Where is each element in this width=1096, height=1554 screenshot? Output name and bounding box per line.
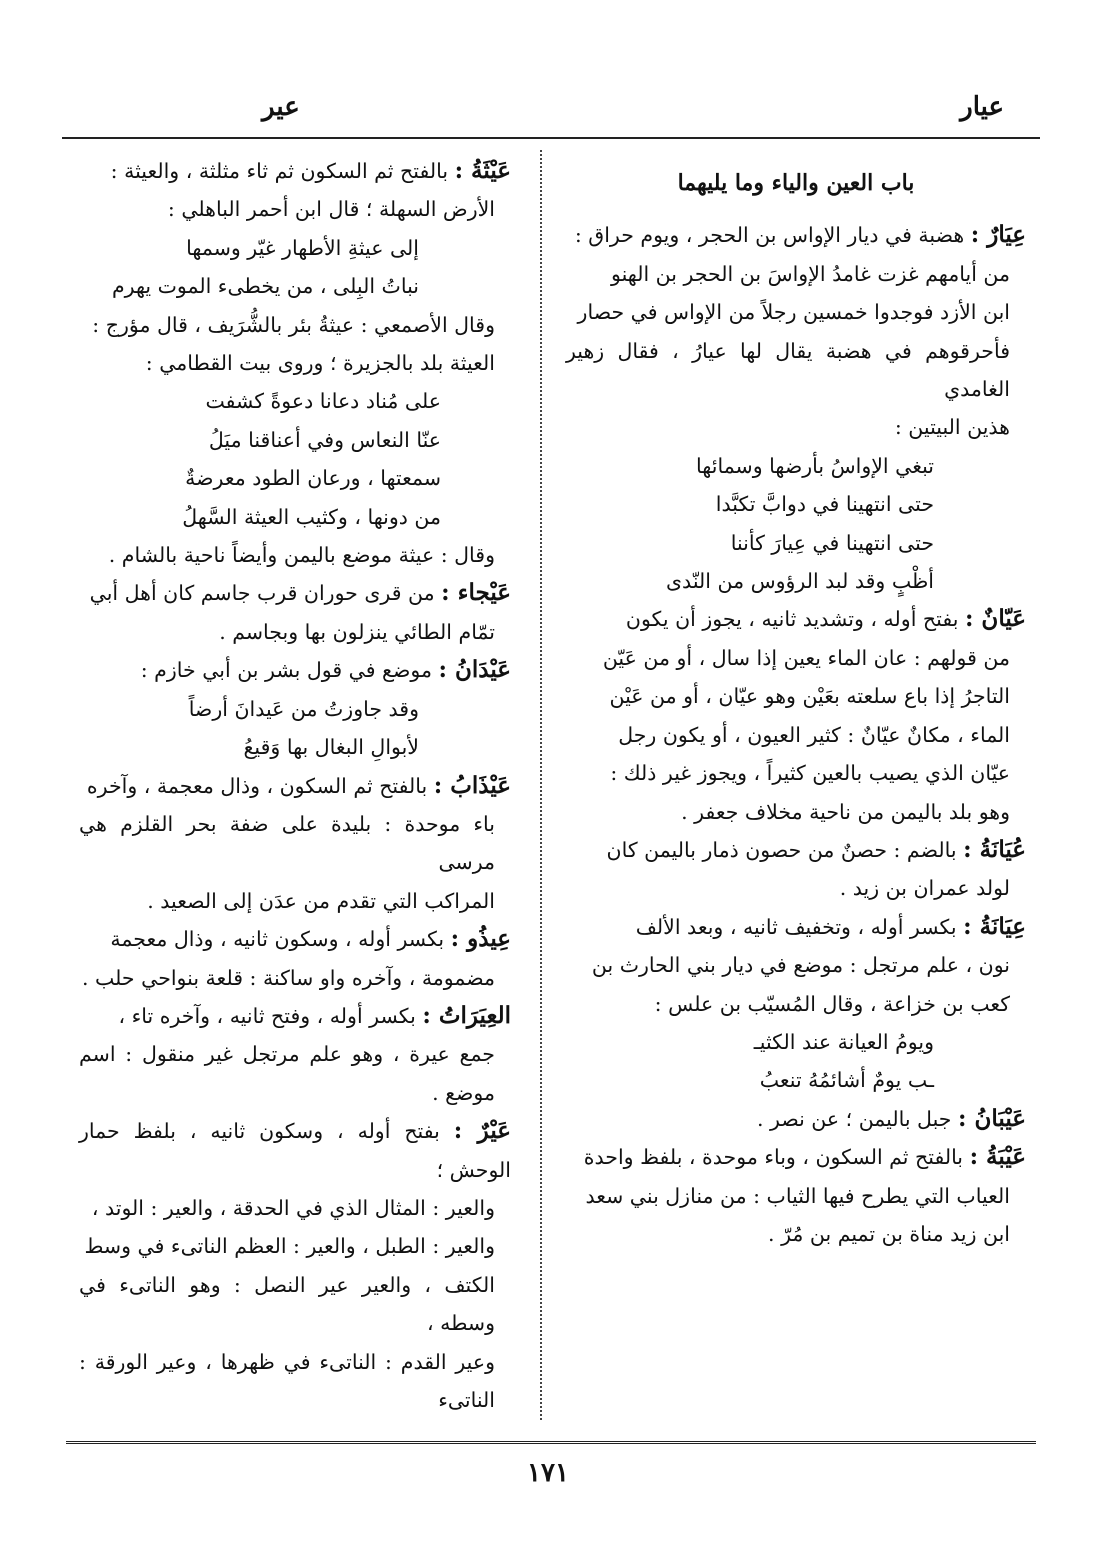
entry-headword: عِيَارٌ :: [970, 221, 1026, 249]
entry-text-line: بكسر أوله ، وتخفيف ثانيه ، وبعد الألف: [635, 914, 957, 939]
entry-first-line: [566, 216, 1026, 254]
entry-text-line: وقال : عيثة موضع باليمن وأيضاً ناحية بالشام .: [108, 543, 495, 568]
entry-headword: العِيَرَاتُ :: [422, 1001, 511, 1029]
entry-headword: عِيَانَةُ :: [963, 912, 1026, 940]
entry-text-line: نون ، علم مرتجل : موضع في ديار بني الحارث بن: [591, 953, 1010, 978]
entry-text-line: جبل باليمن ؛ عن نصر .: [756, 1106, 952, 1131]
poem-verse: تبغي الإواسُ بأرضها وسمائها: [696, 453, 934, 478]
entry-first-line: [79, 997, 511, 1035]
entry-text-line: بفتح أوله ، وسكون ثانيه ، بلفظ حمار الوحش ؛: [79, 1119, 511, 1182]
running-header-left: عير: [262, 92, 300, 122]
poem-verse: إلى عيثةِ الأطهار غيّر وسمها: [186, 235, 419, 260]
entry-first-line: [79, 651, 511, 689]
dictionary-entry: [566, 831, 1026, 908]
poem-verse: نباتُ البِلى ، من يخطىء الموت يهرم: [111, 274, 419, 299]
dictionary-entry: [566, 216, 1026, 600]
entry-headword: عُيَانَةُ :: [963, 835, 1026, 863]
running-header-right: عيار: [960, 92, 1004, 122]
poem-verse: حتى انتهينا في دوابَّ تكبَّدا: [715, 492, 934, 517]
dictionary-entry: [79, 1112, 511, 1419]
poem-verse: ويومُ العيانة عند الكثيـ: [753, 1029, 934, 1054]
entry-headword: عَيْذَابُ :: [433, 771, 511, 799]
entry-headword: عَيْثَةُ :: [454, 157, 511, 184]
entry-headword: عِيذُو :: [450, 925, 511, 953]
dictionary-entry: [79, 574, 511, 651]
poem-verse: من دونها ، وكثيب العيثة السَّهلُ: [182, 504, 441, 529]
poem-verse: أظْبٍ وقد لبد الرؤوس من النّدى: [666, 569, 934, 594]
entry-text-line: عيّان الذي يصيب بالعين كثيراً ، ويجوز غير ذلك :: [610, 761, 1010, 786]
header-rule: [62, 137, 1040, 139]
entry-first-line: [79, 1112, 511, 1189]
entry-headword: عَيْدَانُ :: [438, 656, 511, 684]
entry-text-line: من قولهم : عان الماء يعين إذا سال ، أو من عَيّن: [602, 645, 1010, 670]
entry-text-line: باء موحدة : بليدة على ضفة بحر القلزم هي مرسى: [79, 811, 495, 875]
dictionary-entry: [79, 767, 511, 921]
entry-text-line: بالفتح ثم السكون ، وباء موحدة ، بلفظ واحدة: [583, 1145, 964, 1170]
entry-first-line: [566, 1100, 1026, 1138]
page-number: ١٧١: [527, 1458, 569, 1488]
poem-verse: لأبوالِ البغال بها وَقيعُ: [243, 735, 419, 760]
entry-first-line: [566, 600, 1026, 638]
entry-text-line: بكسر أوله ، وفتح ثانيه ، وآخره تاء ،: [118, 1003, 416, 1028]
entry-first-line: [566, 1138, 1026, 1176]
left-column: [79, 152, 511, 1419]
entry-text-line: الكتف ، والعير عير النصل : وهو الناتىء في وسطه ،: [79, 1272, 495, 1336]
poem-verse: حتى انتهينا في عِيارَ كأننا: [730, 530, 934, 555]
entry-text-line: من أيامهم غزت غامدُ الإواسَ بن الحجر بن الهنو: [611, 261, 1010, 286]
entry-text-line: بالضم : حصنٌ من حصون ذمار باليمن كان: [606, 837, 957, 862]
entry-first-line: [79, 920, 511, 958]
footer-rule: [66, 1441, 1036, 1444]
entry-text-line: فأحرقوهم في هضبة يقال لها عيارُ ، فقال زهير الغامدي: [566, 338, 1010, 402]
entry-text-line: بكسر أوله ، وسكون ثانيه ، وذال معجمة: [110, 927, 445, 952]
entry-text-line: العياب التي يطرح فيها الثياب : من منازل بني سعد: [585, 1183, 1010, 1208]
entry-text-line: لولد عمران بن زيد .: [839, 876, 1010, 901]
dictionary-entry: [566, 600, 1026, 830]
entry-text-line: والعير : المثال الذي في الحدقة ، والعير : الوتد ،: [91, 1195, 495, 1220]
entry-text-line: تمّام الطائي ينزلون بها وبجاسم .: [219, 619, 495, 644]
poem-verse: عنّا النعاس وفي أعناقنا ميَلُ: [208, 427, 441, 452]
entry-first-line: [79, 152, 511, 190]
entry-text-line: وهو بلد باليمن من ناحية مخلاف جعفر .: [681, 799, 1010, 824]
entry-text-line: وعير القدم : الناتىء في ظهرها ، وعير الورقة : الناتىء: [79, 1349, 495, 1412]
dictionary-entry: [566, 1100, 1026, 1138]
dictionary-entry: [79, 997, 511, 1112]
entry-text-line: هضبة في ديار الإواس بن الحجر ، ويوم حراق :: [574, 223, 965, 248]
dictionary-entry: [79, 651, 511, 766]
entry-headword: عَيْبَةُ :: [969, 1143, 1026, 1171]
entry-headword: عَيْرٌ :: [453, 1117, 511, 1145]
entry-headword: عَيّانٌ :: [964, 605, 1026, 633]
dictionary-entry: [79, 152, 511, 574]
entry-text-line: ابن زيد مناة بن تميم بن مُرّ .: [768, 1221, 1010, 1246]
dictionary-entry: [566, 908, 1026, 1100]
entry-text-line: مضمومة ، وآخره واو ساكنة : قلعة بنواحي حلب .: [81, 965, 495, 990]
entry-headword: عَيْجاء :: [441, 579, 511, 607]
entry-text-line: جمع عيرة ، وهو علم مرتجل غير منقول : اسم موضع .: [79, 1042, 495, 1105]
entry-first-line: [79, 767, 511, 805]
entry-text-line: وقال الأصمعي : عيثةُ بئر بالشُّرَيف ، قال مؤرج :: [92, 312, 495, 337]
entry-text-line: المراكب التي تقدم من عدَن إلى الصعيد .: [147, 888, 495, 913]
entry-text-line: الماء ، مكانٌ عيّانٌ : كثير العيون ، أو يكون رجل: [618, 722, 1010, 747]
entry-text-line: العيثة بلد بالجزيرة ؛ وروى بيت القطامي :: [145, 351, 495, 376]
entry-text-line: الأرض السهلة ؛ قال ابن أحمر الباهلي :: [167, 197, 495, 222]
entry-text-line: بالفتح ثم السكون ثم ثاء مثلثة ، والعيثة :: [110, 159, 449, 183]
entry-text-line: موضع في قول بشر بن أبي خازم :: [140, 658, 432, 683]
dictionary-entry: [79, 920, 511, 997]
entry-text-line: والعير : الطبل ، والعير : العظم الناتىء في وسط: [84, 1234, 495, 1259]
entry-text-line: بالفتح ثم السكون ، وذال معجمة ، وآخره: [86, 773, 428, 798]
column-divider: [540, 150, 542, 1420]
right-column: [566, 152, 1026, 1253]
poem-verse: سمعتها ، ورعان الطود معرضةٌ: [185, 466, 441, 491]
dictionary-entry: [566, 1138, 1026, 1253]
section-title: باب العين والياء وما يليهما: [677, 170, 915, 196]
entry-first-line: [566, 831, 1026, 869]
poem-verse: ـب يومٌ أشائمُهُ تنعبُ: [759, 1068, 934, 1093]
entry-text-line: بفتح أوله ، وتشديد ثانيه ، يجوز أن يكون: [625, 607, 959, 632]
entry-text-line: من قرى حوران قرب جاسم كان أهل أبي: [89, 581, 435, 606]
poem-verse: وقد جاوزتُ من عَيدانَ أرضاً: [188, 696, 419, 721]
poem-verse: على مُناد دعانا دعوةً كشفت: [205, 389, 441, 414]
entry-text-line: هذين البيتين :: [894, 415, 1010, 440]
entry-headword: عَيْبَانُ :: [957, 1104, 1026, 1132]
entry-text-line: التاجرُ إذا باع سلعته بعَيْن وهو عيّان ، أو من عَيْن: [609, 684, 1010, 709]
entry-first-line: [566, 908, 1026, 946]
entry-first-line: [79, 574, 511, 612]
entry-text-line: كعب بن خزاعة ، وقال المُسيّب بن علس :: [654, 991, 1010, 1016]
entry-text-line: ابن الأزد فوجدوا خمسين رجلاً من الإواس في حصار: [577, 300, 1010, 325]
